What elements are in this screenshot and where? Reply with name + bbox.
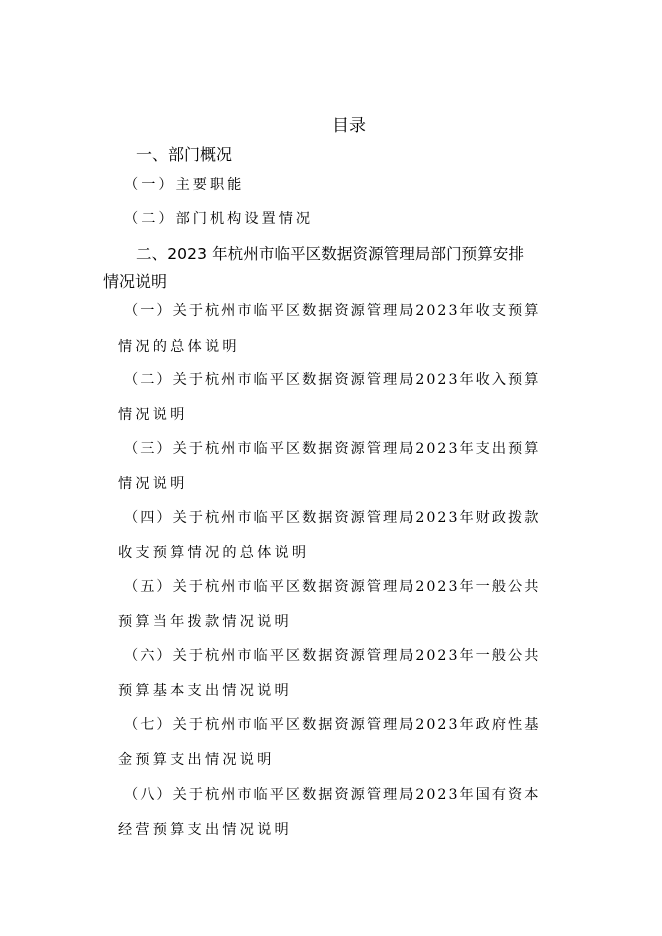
toc-item: （八）关于杭州市临平区数据资源管理局2023年国有资本 — [124, 787, 541, 803]
toc-item-cont: 收支预算情况的总体说明 — [118, 545, 310, 561]
toc-item-cont: 情况说明 — [118, 407, 188, 423]
toc-item: （三）关于杭州市临平区数据资源管理局2023年支出预算 — [124, 441, 541, 457]
toc-title: 目录 — [332, 116, 366, 136]
toc-item: （二）部门机构设置情况 — [124, 211, 314, 227]
toc-item: （六）关于杭州市临平区数据资源管理局2023年一般公共 — [124, 648, 541, 664]
toc-item: （五）关于杭州市临平区数据资源管理局2023年一般公共 — [124, 579, 541, 595]
toc-section-2-heading-cont: 情况说明 — [103, 272, 168, 291]
toc-section-2-heading: 二、2023 年杭州市临平区数据资源管理局部门预算安排 — [136, 245, 525, 263]
toc-item: （二）关于杭州市临平区数据资源管理局2023年收入预算 — [124, 372, 541, 388]
toc-item-cont: 情况说明 — [118, 476, 188, 492]
toc-item: （一）主要职能 — [124, 177, 245, 193]
toc-item: （一）关于杭州市临平区数据资源管理局2023年收支预算 — [124, 303, 541, 319]
toc-item: （四）关于杭州市临平区数据资源管理局2023年财政拨款 — [124, 510, 541, 526]
toc-item-cont: 金预算支出情况说明 — [118, 752, 275, 768]
toc-item: （七）关于杭州市临平区数据资源管理局2023年政府性基 — [124, 717, 541, 733]
toc-item-cont: 情况的总体说明 — [118, 339, 240, 355]
toc-section-1-heading: 一、部门概况 — [136, 145, 233, 164]
toc-item-cont: 经营预算支出情况说明 — [118, 822, 292, 838]
toc-item-cont: 预算基本支出情况说明 — [118, 683, 292, 699]
toc-item-cont: 预算当年拨款情况说明 — [118, 614, 292, 630]
